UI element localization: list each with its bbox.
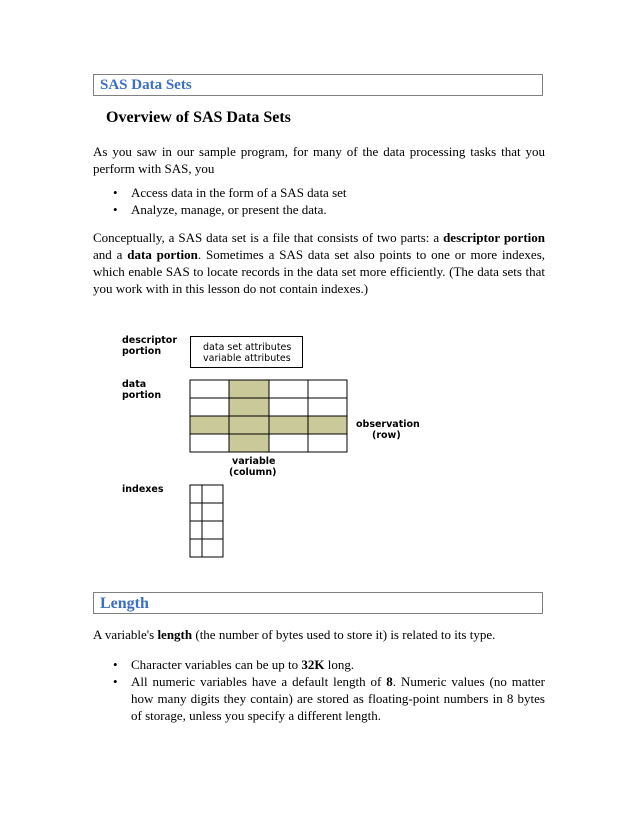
bullet-icon: • bbox=[113, 674, 118, 689]
overview-heading: Overview of SAS Data Sets bbox=[106, 109, 291, 126]
bullet-icon: • bbox=[113, 202, 118, 217]
length-intro: A variable's length (the number of bytes used to store it) is related to its type. bbox=[93, 627, 496, 642]
section-title: Length bbox=[100, 595, 149, 612]
list-item: • Analyze, manage, or present the data. bbox=[113, 202, 327, 217]
overview-bullet-list bbox=[93, 184, 545, 218]
observation-row-highlight bbox=[190, 416, 347, 434]
list-item: • Access data in the form of a SAS data set bbox=[113, 185, 347, 200]
list-item: • All numeric variables have a default length of 8. Numeric values (no matter how many digits they contain) are stored as floating-point numbers in 8 bytes of storage, unless you specify a different length. bbox=[113, 674, 545, 723]
index-grid bbox=[190, 485, 223, 557]
descriptor-label: descriptor portion bbox=[122, 335, 178, 357]
intro-paragraph: As you saw in our sample program, for many of the data processing tasks that you perform with SAS, you bbox=[93, 144, 545, 176]
data-portion-label: data portion bbox=[122, 379, 162, 401]
section-header-sas-data-sets bbox=[93, 74, 543, 96]
section-title: SAS Data Sets bbox=[100, 77, 192, 93]
bullet-icon: • bbox=[113, 657, 118, 672]
descriptor-attributes-box: data set attributes variable attributes bbox=[190, 336, 303, 368]
length-bullet-list bbox=[93, 656, 545, 724]
variable-label: variable (column) bbox=[229, 456, 277, 478]
list-item: • Character variables can be up to 32K long. bbox=[113, 657, 355, 672]
data-grid bbox=[190, 380, 347, 452]
section-header-length bbox=[93, 592, 543, 614]
variable-column-highlight bbox=[229, 380, 269, 452]
observation-label: observation (row) bbox=[356, 419, 420, 441]
indexes-label: indexes bbox=[122, 484, 164, 495]
concept-paragraph: Conceptually, a SAS data set is a file that consists of two parts: a descriptor portion and a data portion. Sometimes a SAS data set also points to one or more indexes, which enable SAS to locate records in the data set more efficiently. (The data sets that you work with in this lesson do not contain indexes.) bbox=[93, 230, 546, 296]
bullet-icon: • bbox=[113, 185, 118, 200]
